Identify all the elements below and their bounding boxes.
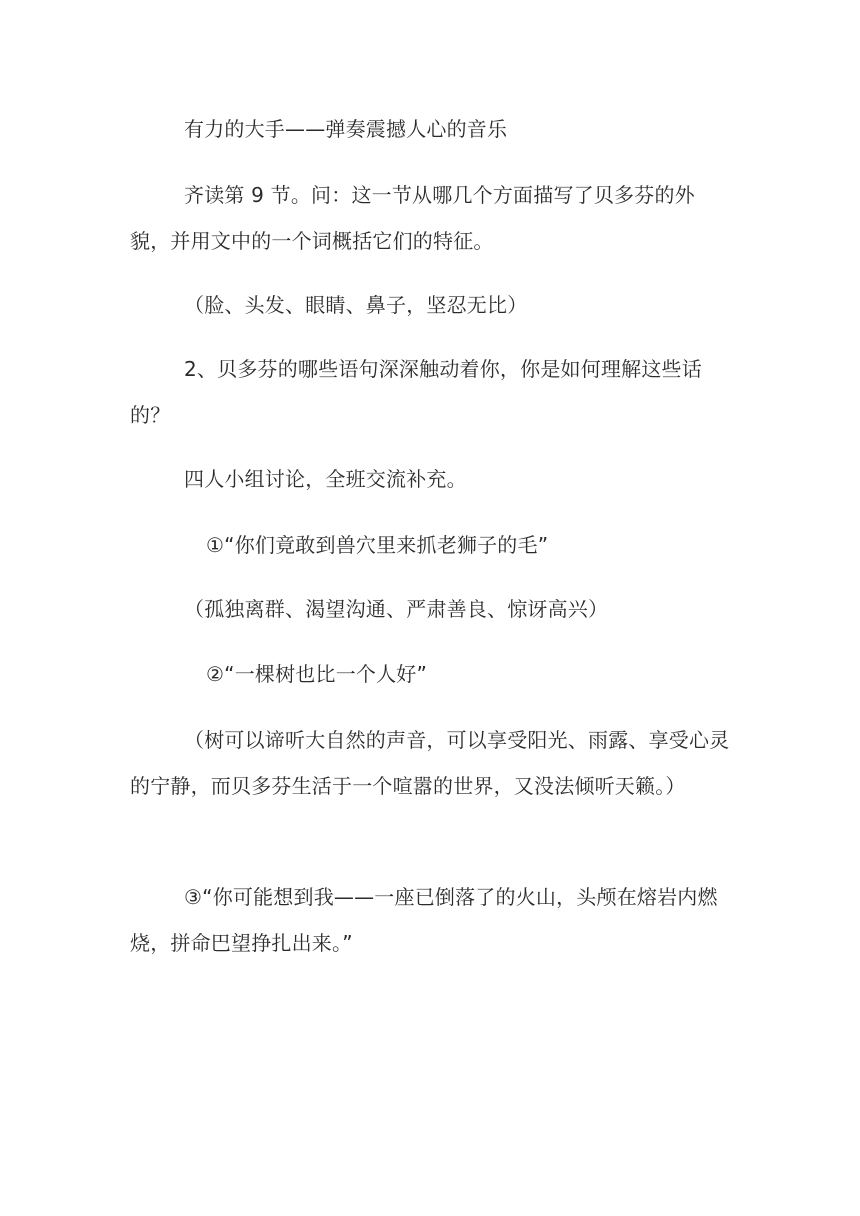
answer-paragraph: （树可以谛听大自然的声音，可以享受阳光、雨露、享受心灵的宁静，而贝多芬生活于一个喧嚣的世界，又没法倾听天籁。） xyxy=(130,728,730,798)
question-paragraph: 齐读第 9 节。问：这一节从哪几个方面描写了贝多芬的外貌，并用文中的一个词概括它们的特征。 xyxy=(130,183,695,253)
heading-line: 有力的大手——弹奏震撼人心的音乐 xyxy=(184,117,508,141)
quote-paragraph: ③“你可能想到我——一座已倒落了的火山，头颅在熔岩内燃烧，拼命巴望挣扎出来。” xyxy=(130,885,718,955)
answer-paragraph: （脸、头发、眼睛、鼻子，坚忍无比） xyxy=(184,293,528,317)
quote-paragraph: ①“你们竟敢到兽穴里来抓老狮子的毛” xyxy=(206,533,549,557)
instruction-paragraph: 四人小组讨论，全班交流补充。 xyxy=(184,467,467,491)
answer-paragraph: （孤独离群、渴望沟通、严肃善良、惊讶高兴） xyxy=(184,597,609,621)
question-paragraph: 2、贝多芬的哪些语句深深触动着你，你是如何理解这些话的？ xyxy=(130,357,702,427)
quote-paragraph: ②“一棵树也比一个人好” xyxy=(206,662,428,686)
